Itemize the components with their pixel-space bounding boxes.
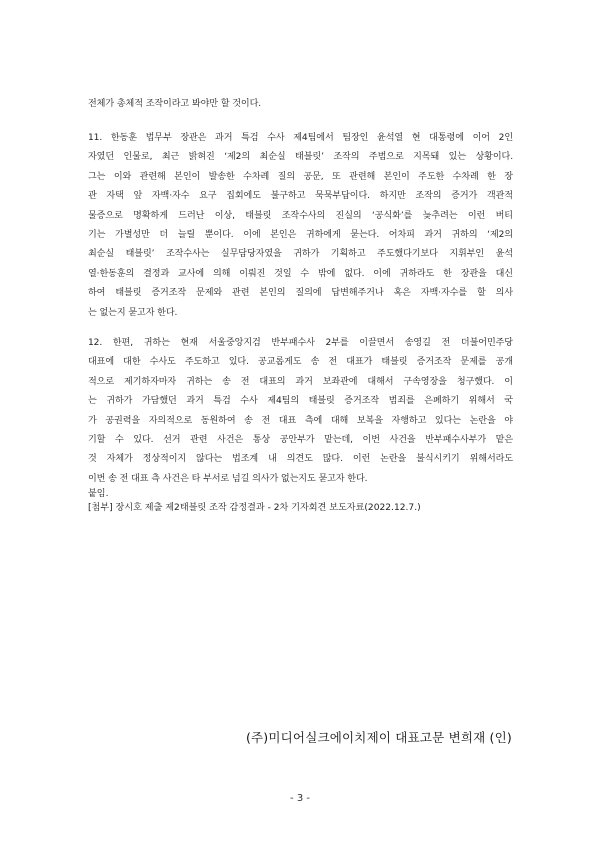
paragraph-line: 기할 수 있다. 선거 관련 사건은 통상 공안부가 맡는데, 이번 사건을 반부패수사부가 맡은 [88,435,513,446]
page-number: - 3 - [290,793,310,804]
paragraph-11 [88,129,513,323]
paragraph-line: 관 자택 앞 자백·자수 요구 집회에도 불구하고 묵묵부답이다. 하지만 조작의 증거가 객관적 [88,191,513,202]
attachment-heading: 붙임. [88,489,109,499]
paragraph-line: 하여 태블릿 증거조작 문제와 관련 본인의 질의에 답변해주거나 혹은 자백·자수를 할 의사 [88,288,513,299]
paragraph-line: 물증으로 명확하게 드러난 이상, 태블릿 조작수사의 진실의 ‘공식화’를 늦추려는 이런 버티 [88,210,513,221]
paragraph-line: 11. 한동훈 법무부 장관은 과거 특검 수사 제4팀에서 팀장인 윤석열 현 대통령에 이어 2인 [88,133,513,143]
paragraph-line: 최순실 태블릿’ 조작수사는 실무담당자였을 귀하가 기획하고 주도했다기보다 지휘부인 윤석 [88,249,513,260]
paragraph-12 [88,334,513,489]
paragraph-line: 가 공권력을 자의적으로 동원하여 송 전 대표 측에 대해 보복을 자행하고 있다는 논란을 야 [88,415,513,426]
paragraph-line: 는 귀하가 가담했던 과거 특검 수사 제4팀의 태블릿 증거조작 범죄를 은폐하기 위해서 국 [88,396,513,407]
paragraph-line: 기는 가별성만 더 늘릴 뿐이다. 이에 본인은 귀하에게 묻는다. 어차피 과거 귀하의 ‘제2의 [88,230,513,241]
paragraph-line: 자였던 인물로, 최근 밝혀진 ‘제2의 최순실 태블릿’ 조작의 주범으로 지목돼 있는 상황이다. [88,152,513,163]
paragraph-line: 이번 송 전 대표 측 사건은 타 부서로 넘길 의사가 없는지도 묻고자 한다. [88,473,368,484]
paragraph-line: 12. 한편, 귀하는 현재 서울중앙지검 반부패수사 2부를 이끌면서 송영길 전 더불어민주당 [88,338,513,348]
intro-paragraph [88,95,513,114]
paragraph-line: 그는 이와 관련해 본인이 발송한 수차례 질의 공문, 또 관련해 본인이 주도한 수차례 한 장 [88,171,513,182]
paragraph-line: 전체가 총체적 조작이라고 봐야만 할 것이다. [88,99,262,109]
paragraph-line: 것 자체가 정상적이지 않다는 법조계 내 의견도 많다. 이런 논란을 불식시키기 위해서라도 [88,454,513,465]
attachment-item: [첨부] 장시호 제출 제2태블릿 조작 감정결과 - 2차 기자회견 보도자료(2022.12.7.) [88,503,421,513]
paragraph-line: 열·한동훈의 결정과 교사에 의해 이뤄진 것일 수 밖에 없다. 이에 귀하라도 한 장관을 대신 [88,268,513,279]
paragraph-line: 는 없는지 묻고자 한다. [88,307,178,318]
paragraph-line: 적으로 제기하자마자 귀하는 송 전 대표의 과거 보좌관에 대해서 구속영장을 청구했다. 이 [88,376,513,387]
paragraph-line: 대표에 대한 수사도 주도하고 있다. 공교롭게도 송 전 대표가 태블릿 증거조작 문제를 공개 [88,357,513,368]
signature-line: (주)미디어실크에이치제이 대표고문 변희재 (인) [245,730,512,745]
